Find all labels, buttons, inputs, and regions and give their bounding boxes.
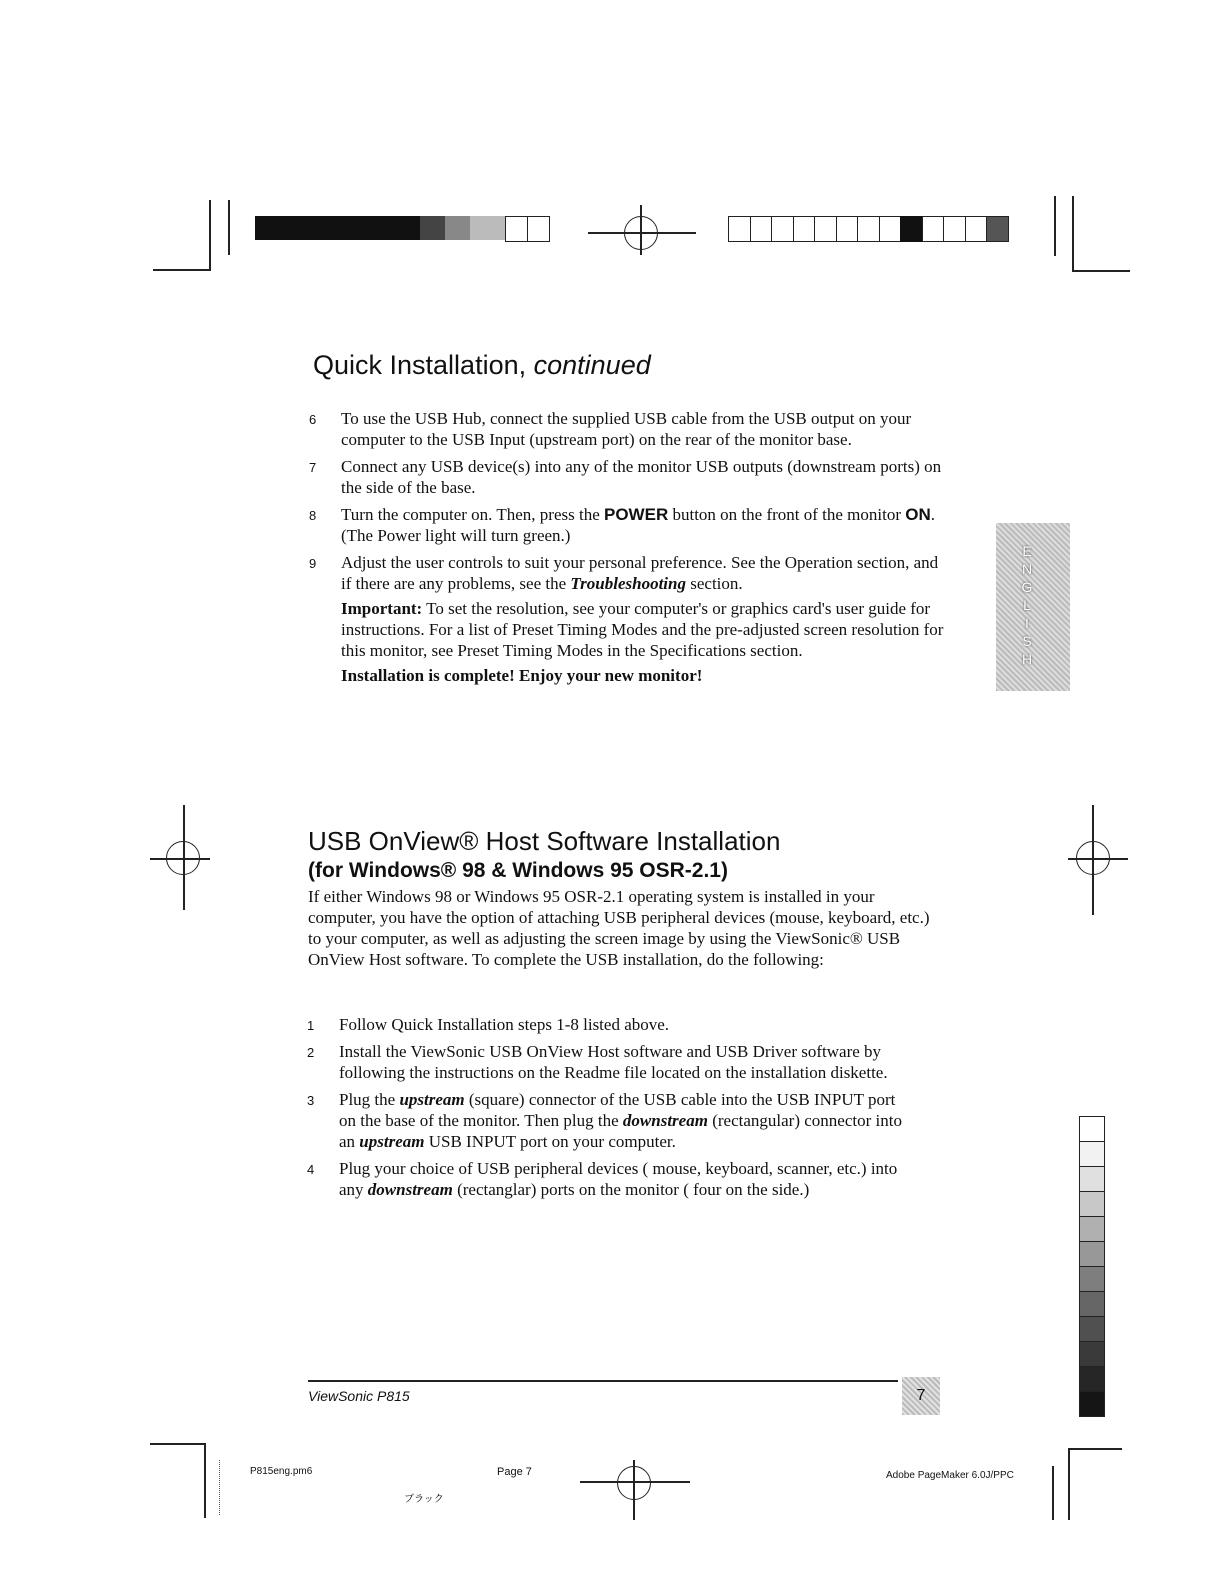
list-item xyxy=(307,1014,912,1035)
list-item xyxy=(307,1158,912,1200)
title-continued: continued xyxy=(533,350,651,380)
tab-letter: N xyxy=(1021,561,1033,577)
step-number: 9 xyxy=(309,556,317,571)
upstream-term: upstream xyxy=(359,1132,425,1151)
list-item xyxy=(309,408,944,450)
installation-complete: Installation is complete! Enjoy your new monitor! xyxy=(341,666,703,685)
step-text: . (The Power light will turn green.) xyxy=(341,505,936,545)
important-text: To set the resolution, see your computer's or graphics card's user guide for instructions. For a list of Preset Timing Modes and the pre-adjusted screen resolution for this monitor, see Preset Timing Modes in the Specifications section. xyxy=(341,599,944,660)
step-number: 1 xyxy=(307,1018,315,1033)
color-bar-left xyxy=(255,216,505,240)
registration-mark xyxy=(624,216,658,250)
downstream-term: downstream xyxy=(367,1180,453,1199)
step-text: (square) connector of the USB cable into the USB INPUT port on the base of the monitor. Then plug the xyxy=(339,1090,896,1130)
tab-letter: I xyxy=(1025,615,1029,631)
slug-page: Page 7 xyxy=(497,1466,532,1478)
step-text: Connect any USB device(s) into any of the monitor USB outputs (downstream ports) on the side of the base. xyxy=(341,457,942,497)
important-label: Important: xyxy=(341,599,423,618)
step-number: 3 xyxy=(307,1093,315,1108)
step-number: 8 xyxy=(309,508,317,523)
crop-mark xyxy=(228,200,230,255)
title-text: Quick Installation, xyxy=(313,350,527,380)
step-text: (rectanglar) ports on the monitor ( four on the side.) xyxy=(452,1180,810,1199)
step-text: USB INPUT port on your computer. xyxy=(424,1132,676,1151)
slug-app: Adobe PageMaker 6.0J/PPC xyxy=(886,1470,1014,1481)
crop-mark-dots xyxy=(219,1460,221,1515)
list-item xyxy=(307,1089,912,1152)
crop-mark xyxy=(209,200,211,270)
usb-installation-steps xyxy=(307,1014,912,1206)
step-text: button on the front of the monitor xyxy=(668,505,906,524)
page-number-box xyxy=(902,1377,940,1415)
step-text: Install the ViewSonic USB OnView Host software and USB Driver software by following the instructions on the Readme file located on the installation diskette. xyxy=(339,1042,888,1082)
tab-letter: S xyxy=(1022,633,1032,649)
crop-mark xyxy=(153,269,211,271)
list-item xyxy=(309,456,944,498)
troubleshooting-reference: Troubleshooting xyxy=(570,574,686,593)
list-item xyxy=(309,504,944,546)
tab-letter: H xyxy=(1021,651,1033,667)
footer-product: ViewSonic P815 xyxy=(308,1388,410,1404)
list-item xyxy=(307,1041,912,1083)
registration-mark xyxy=(166,841,200,875)
tab-letter: G xyxy=(1021,579,1033,595)
color-bar-right xyxy=(728,216,1008,242)
language-tab-english xyxy=(996,523,1070,691)
section-intro: If either Windows 98 or Windows 95 OSR-2.1 operating system is installed in your computer, you have the option of attaching USB peripheral devices (mouse, keyboard, etc.) to your computer, as well as adjusting the screen image by using the ViewSonic® USB OnView Host software. To complete the USB installation, do the following: xyxy=(308,887,930,969)
slug-kana: ブラック xyxy=(404,1494,444,1505)
crop-mark xyxy=(150,1443,205,1445)
section-title-usb-onview: USB OnView® Host Software Installation xyxy=(308,826,781,856)
crop-mark xyxy=(1068,1448,1070,1520)
step-number: 2 xyxy=(307,1045,315,1060)
tone-gauge xyxy=(1079,1116,1105,1416)
crop-mark xyxy=(1068,1448,1122,1450)
page-number: 7 xyxy=(916,1387,926,1404)
step-text: Turn the computer on. Then, press the xyxy=(341,505,604,524)
step-text: (rectangular) connector into an xyxy=(339,1111,902,1151)
step-text: Follow Quick Installation steps 1-8 listed above. xyxy=(339,1015,670,1034)
upstream-term: upstream xyxy=(399,1090,465,1109)
quick-installation-steps xyxy=(309,408,944,692)
step-number: 6 xyxy=(309,412,317,427)
step-text: To use the USB Hub, connect the supplied USB cable from the USB output on your computer to the USB Input (upstream port) on the rear of the monitor base. xyxy=(341,409,912,449)
registration-mark xyxy=(1076,841,1110,875)
crop-mark xyxy=(1072,270,1130,272)
section-title-quick-installation xyxy=(313,350,651,381)
step-text: Adjust the user controls to suit your personal preference. See the Operation section, and if there are any problems, see the xyxy=(341,553,939,593)
on-keyword: ON xyxy=(905,505,931,524)
important-note xyxy=(341,598,944,661)
color-bar-left-boxes xyxy=(505,216,548,242)
power-keyword: POWER xyxy=(604,505,669,524)
step-text: section. xyxy=(685,574,743,593)
downstream-term: downstream xyxy=(622,1111,708,1130)
crop-mark xyxy=(204,1443,206,1518)
step-number: 4 xyxy=(307,1162,315,1177)
step-text: Plug your choice of USB peripheral devices ( mouse, keyboard, scanner, etc.) into any xyxy=(339,1159,898,1199)
list-item xyxy=(309,552,944,686)
crop-mark xyxy=(1054,196,1056,256)
section-subtitle-windows: (for Windows® 98 & Windows 95 OSR-2.1) xyxy=(308,859,728,882)
registration-mark xyxy=(617,1466,651,1500)
footer-rule xyxy=(308,1380,898,1382)
step-number: 7 xyxy=(309,460,317,475)
slug-file: P815eng.pm6 xyxy=(250,1466,313,1477)
crop-mark xyxy=(1052,1466,1054,1520)
tab-letter: L xyxy=(1023,597,1031,613)
step-text: Plug the xyxy=(339,1090,400,1109)
tab-letter: E xyxy=(1022,543,1032,559)
crop-mark xyxy=(1072,196,1074,271)
